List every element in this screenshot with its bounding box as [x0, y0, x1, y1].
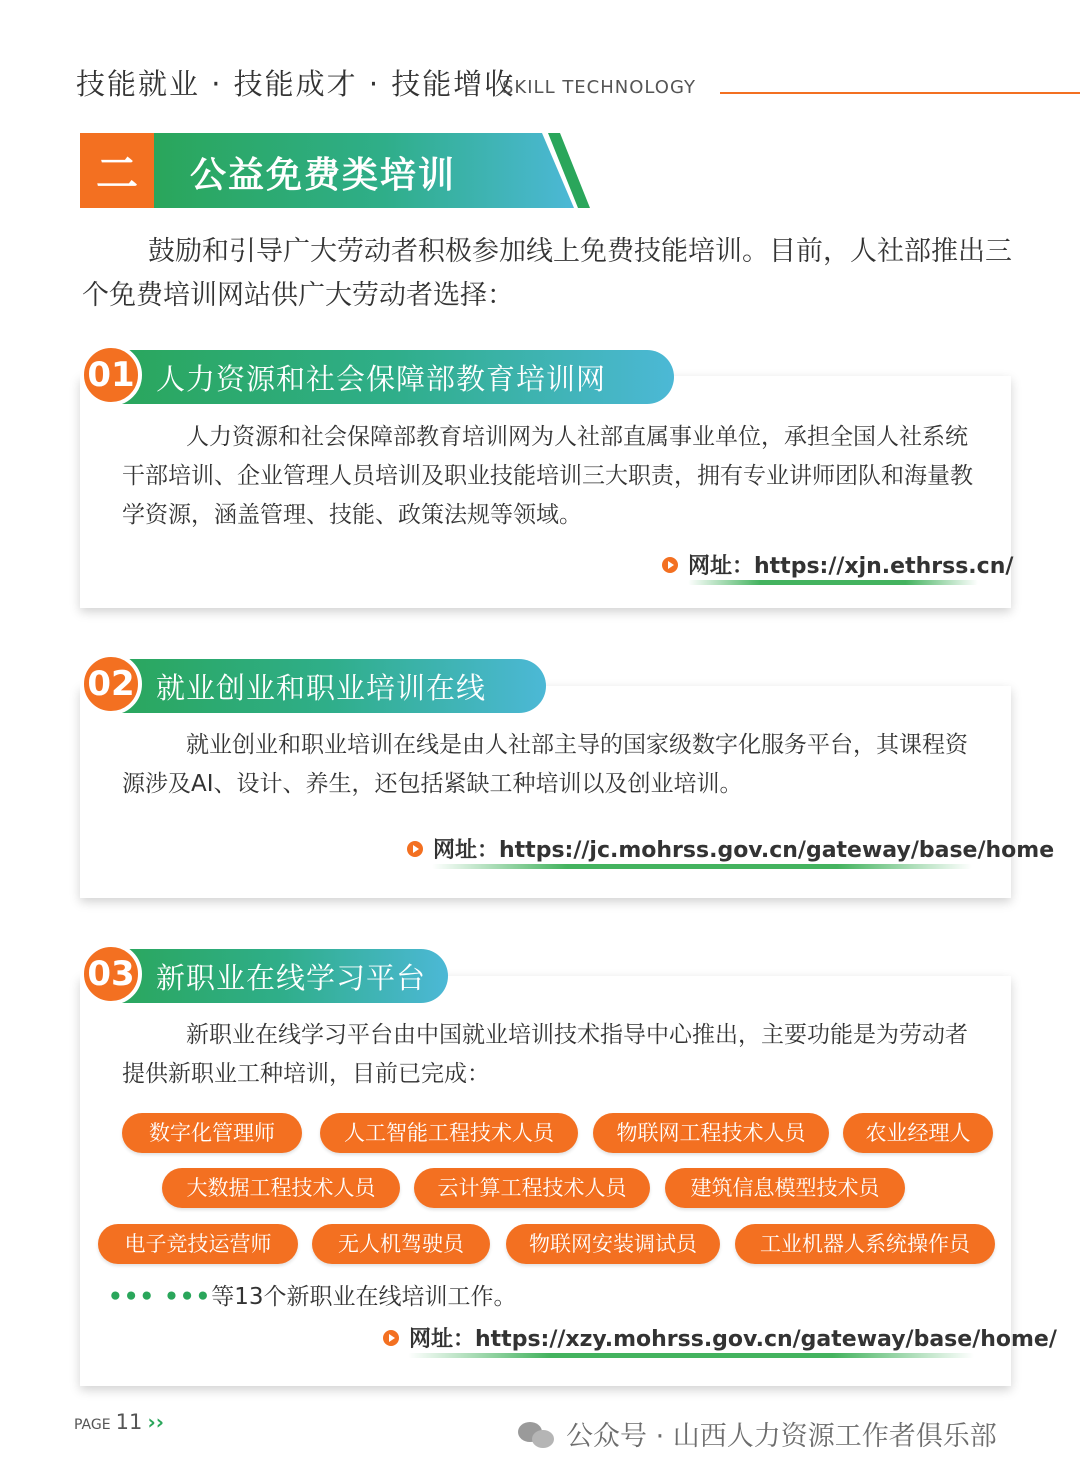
- header-rule: [720, 92, 1080, 94]
- site-description: 人力资源和社会保障部教育培训网为人社部直属事业单位，承担全国人社系统干部培训、企业管理人员培训及职业技能培训三大职责，拥有专业讲师团队和海量教学资源，涵盖管理、技能、政策法规等领域。: [122, 424, 973, 528]
- site-header-3: [110, 949, 448, 1003]
- site-url: 网址：https://jc.mohrss.gov.cn/gateway/base/home: [433, 838, 1055, 863]
- page-number-value: 11: [115, 1410, 143, 1434]
- play-icon: [407, 841, 423, 857]
- site-url-link[interactable]: [383, 1322, 1057, 1353]
- header-title: 技能就业 · 技能成才 · 技能增收: [76, 67, 516, 101]
- header-subtitle: SKILL TECHNOLOGY: [502, 77, 697, 98]
- occupation-tag: 大数据工程技术人员: [162, 1168, 400, 1208]
- section-banner: [80, 133, 590, 208]
- site-url-link[interactable]: [662, 549, 1013, 580]
- url-underline: [688, 580, 978, 585]
- page-label: PAGE: [74, 1417, 111, 1433]
- occupation-tag: 工业机器人系统操作员: [735, 1224, 995, 1264]
- occupation-tag: 建筑信息模型技术员: [665, 1168, 905, 1208]
- watermark: [516, 1414, 997, 1453]
- play-icon: [383, 1330, 399, 1346]
- section-number: 二: [95, 148, 138, 198]
- more-text: 等13个新职业在线培训工作。: [211, 1284, 517, 1310]
- occupation-tag: 云计算工程技术人员: [414, 1168, 650, 1208]
- occupation-tag: 电子竞技运营师: [98, 1224, 298, 1264]
- occupation-tag: 物联网工程技术人员: [593, 1113, 829, 1153]
- site-description: 就业创业和职业培训在线是由人社部主导的国家级数字化服务平台，其课程资源涉及AI、设计、养生，还包括紧缺工种培训以及创业培训。: [122, 732, 968, 797]
- site-title: 新职业在线学习平台: [156, 961, 427, 995]
- site-number-badge: 03: [80, 943, 142, 1005]
- url-underline: [432, 864, 972, 869]
- ellipsis-dots: ••• •••: [108, 1284, 212, 1310]
- site-card-2: [80, 686, 1055, 898]
- site-number-badge: 01: [80, 344, 142, 406]
- occupation-tag: 无人机驾驶员: [312, 1224, 490, 1264]
- page-number: [74, 1410, 164, 1434]
- site-header-1: [110, 350, 674, 404]
- site-header-2: [110, 659, 546, 713]
- site-url-link[interactable]: [407, 833, 1054, 864]
- occupation-tag: 数字化管理师: [122, 1113, 302, 1153]
- site-description: 新职业在线学习平台由中国就业培训技术指导中心推出，主要功能是为劳动者提供新职业工种培训，目前已完成：: [122, 1022, 968, 1087]
- wechat-icon: [516, 1420, 556, 1450]
- occupation-tag: 物联网安装调试员: [506, 1224, 720, 1264]
- more-occupations-note: [108, 1278, 517, 1311]
- watermark-text: 公众号 · 山西人力资源工作者俱乐部: [566, 1421, 997, 1452]
- section-title: 公益免费类培训: [190, 155, 457, 196]
- site-title: 就业创业和职业培训在线: [156, 671, 487, 705]
- site-card-1: [80, 376, 1014, 608]
- play-icon: [662, 557, 678, 573]
- site-number-badge: 02: [80, 653, 142, 715]
- site-url: 网址：https://xzy.mohrss.gov.cn/gateway/base/home/: [409, 1327, 1057, 1352]
- occupation-tag: 人工智能工程技术人员: [320, 1113, 578, 1153]
- section-intro: 鼓励和引导广大劳动者积极参加线上免费技能培训。目前，人社部推出三个免费培训网站供广大劳动者选择：: [82, 236, 1012, 311]
- occupation-tag: 农业经理人: [843, 1113, 993, 1153]
- url-underline: [408, 1353, 974, 1358]
- site-title: 人力资源和社会保障部教育培训网: [156, 362, 607, 396]
- double-chevron-icon: ››: [147, 1410, 164, 1434]
- site-url: 网址：https://xjn.ethrss.cn/: [688, 554, 1014, 579]
